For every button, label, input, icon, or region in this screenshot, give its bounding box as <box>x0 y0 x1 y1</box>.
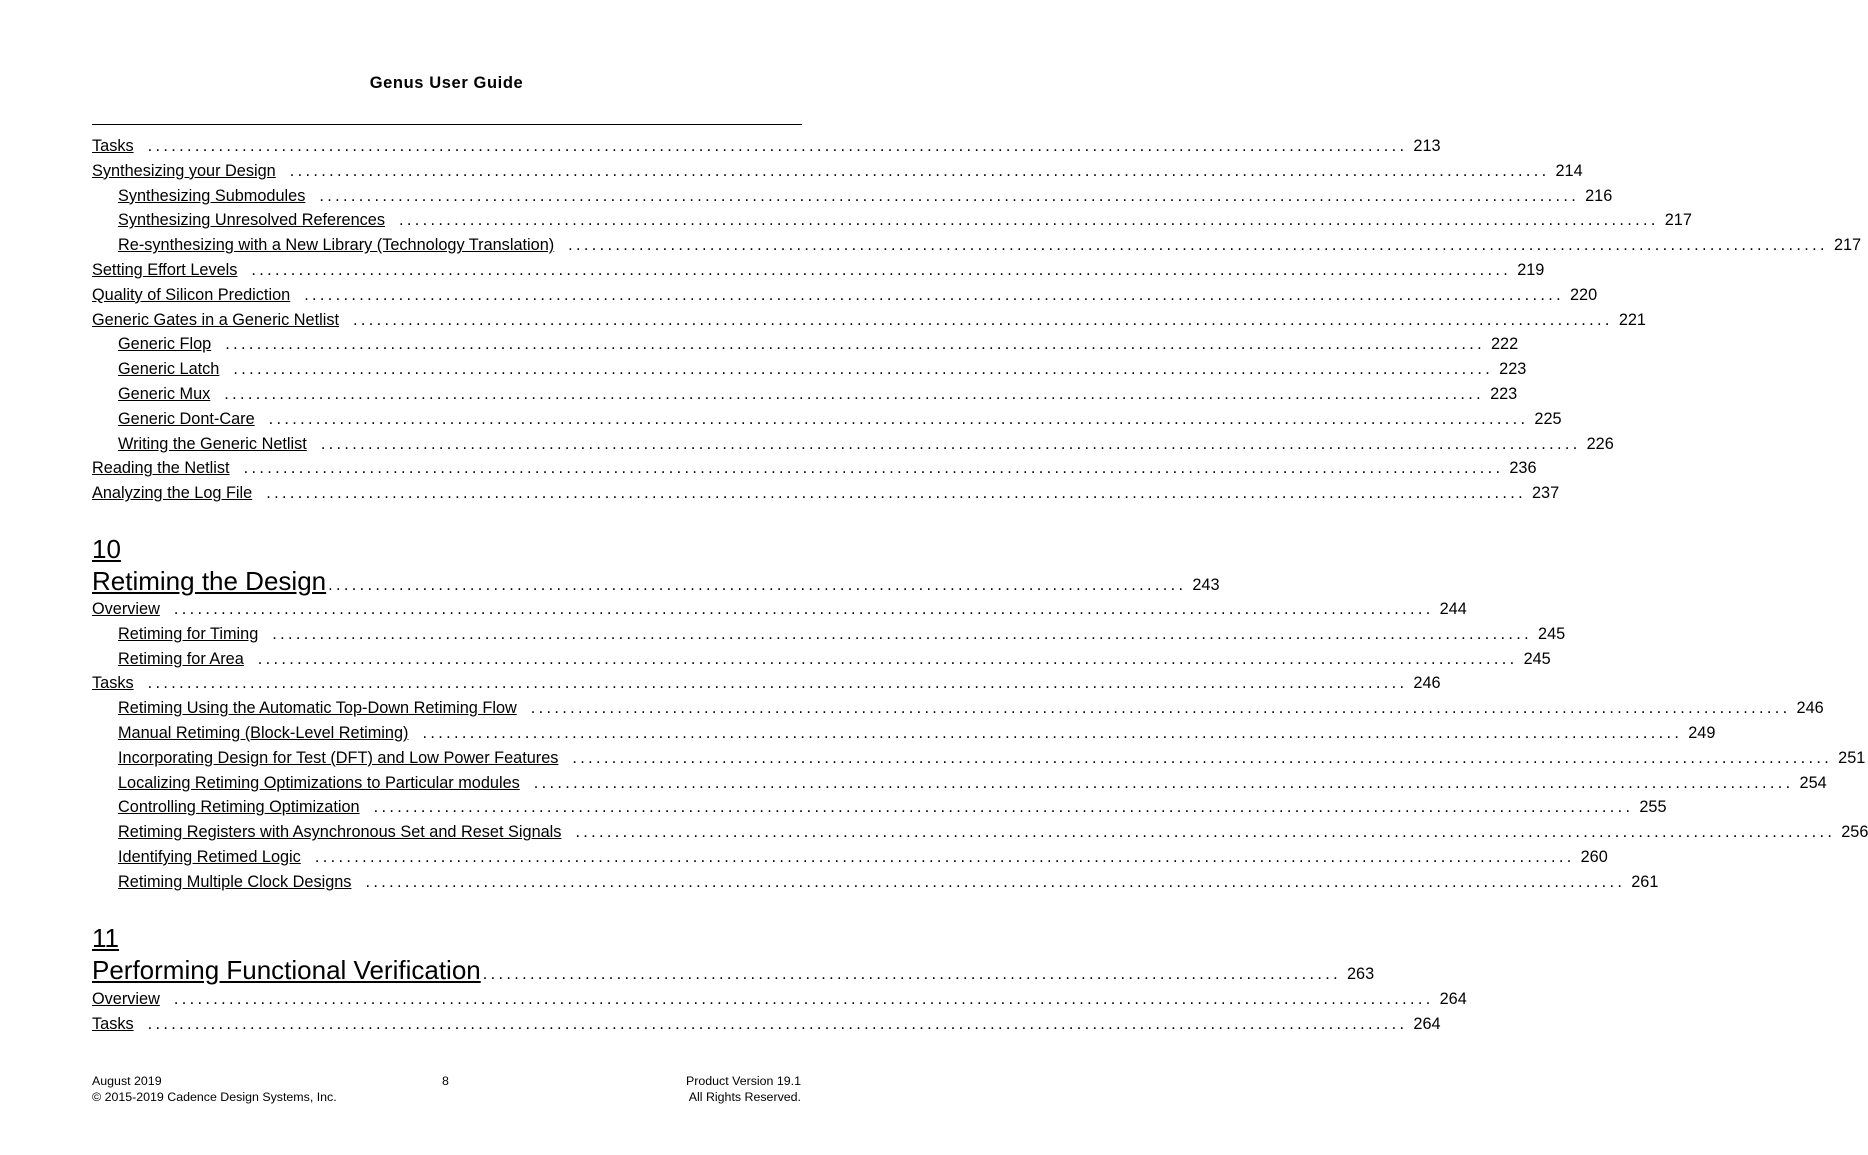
dot-leader: ................................................................................................................................................................ <box>373 798 1634 817</box>
toc-entry[interactable] <box>92 624 1566 650</box>
toc-page-number: 220 <box>1569 285 1598 304</box>
toc-entry[interactable] <box>92 409 1562 435</box>
dot-leader: ................................................................................................................................................................ <box>173 600 1434 618</box>
toc-entry-link[interactable]: Synthesizing Submodules <box>118 186 306 205</box>
header-divider <box>92 124 802 125</box>
toc-page-number: 264 <box>1439 990 1467 1008</box>
dot-leader: ................................................................................................................................................................ <box>572 748 1833 767</box>
toc-entry[interactable] <box>92 1014 1441 1040</box>
toc-page-number: 236 <box>1509 459 1537 478</box>
toc-page-number: 260 <box>1580 847 1608 866</box>
dot-leader: ................................................................................................................................................................ <box>422 723 1683 742</box>
chapter-10-heading[interactable] <box>92 532 1220 598</box>
toc-entry[interactable] <box>92 137 1441 162</box>
dot-leader: ............................................................................................................. <box>328 576 1187 594</box>
toc-page-number: 226 <box>1586 434 1614 453</box>
toc-entry-link[interactable]: Overview <box>92 600 160 618</box>
dot-leader: ................................................................................................................................................................ <box>575 823 1836 842</box>
toc-entry-link[interactable]: Generic Mux <box>118 384 211 403</box>
toc-entry[interactable] <box>92 384 1518 410</box>
dot-leader: ................................................................................................................................................................ <box>233 360 1494 379</box>
dot-leader: ............................................................................................................. <box>482 965 1341 983</box>
toc-entry[interactable] <box>92 773 1827 799</box>
toc-entry-link[interactable]: Controlling Retiming Optimization <box>118 798 360 817</box>
toc-page-number: 261 <box>1631 872 1659 891</box>
chapter-page-number: 263 <box>1346 965 1375 983</box>
running-header-title: Genus User Guide <box>369 74 524 92</box>
footer-date: August 2019 <box>92 1074 162 1088</box>
toc-entry-link[interactable]: Synthesizing Unresolved References <box>118 211 385 230</box>
toc-entry-link[interactable]: Retiming for Area <box>118 649 244 668</box>
dot-leader: ................................................................................................................................................................ <box>320 434 1581 453</box>
toc-page-number: 225 <box>1534 409 1562 428</box>
dot-leader: ................................................................................................................................................................ <box>568 236 1828 255</box>
footer-rights: All Rights Reserved. <box>688 1090 801 1104</box>
toc-entry[interactable] <box>92 847 1608 873</box>
toc-entry[interactable] <box>92 872 1659 898</box>
toc-entry[interactable] <box>92 285 1598 311</box>
toc-entry[interactable] <box>92 459 1537 484</box>
toc-section-a <box>92 137 1862 509</box>
toc-entry-link[interactable]: Manual Retiming (Block-Level Retiming) <box>118 723 409 742</box>
dot-leader: ................................................................................................................................................................ <box>319 186 1580 205</box>
toc-entry-link[interactable]: Incorporating Design for Test (DFT) and Low Power Features <box>118 748 559 767</box>
toc-entry[interactable] <box>92 600 1467 625</box>
toc-entry[interactable] <box>92 649 1551 675</box>
footer-copyright: © 2015-2019 Cadence Design Systems, Inc. <box>92 1090 337 1104</box>
dot-leader: ................................................................................................................................................................ <box>304 285 1564 304</box>
dot-leader: ................................................................................................................................................................ <box>243 459 1504 478</box>
toc-entry[interactable] <box>92 260 1545 286</box>
toc-section-b <box>92 600 1868 898</box>
toc-entry-link[interactable]: Localizing Retiming Optimizations to Particular modules <box>118 773 520 792</box>
toc-entry[interactable] <box>92 798 1667 823</box>
dot-leader: ................................................................................................................................................................ <box>398 211 1659 230</box>
toc-entry-link[interactable]: Retiming Multiple Clock Designs <box>118 872 352 891</box>
toc-page-number: 216 <box>1585 186 1613 205</box>
toc-entry-link[interactable]: Retiming Registers with Asynchronous Set and Reset Signals <box>118 823 562 842</box>
dot-leader: ................................................................................................................................................................ <box>173 990 1434 1008</box>
footer-page-number: 8 <box>442 1074 449 1088</box>
toc-entry-link[interactable]: Retiming for Timing <box>118 624 259 643</box>
toc-entry-link[interactable]: Quality of Silicon Prediction <box>92 285 291 304</box>
toc-page-number: 219 <box>1517 260 1545 279</box>
toc-page-number: 223 <box>1490 384 1518 403</box>
toc-page-number: 214 <box>1555 161 1583 180</box>
dot-leader: ................................................................................................................................................................ <box>365 872 1626 891</box>
toc-entry-link[interactable]: Reading the Netlist <box>92 459 230 478</box>
toc-entry[interactable] <box>92 723 1716 749</box>
dot-leader: ................................................................................................................................................................ <box>272 624 1533 643</box>
chapter-page-number: 243 <box>1192 576 1220 594</box>
toc-entry-link[interactable]: Overview <box>92 990 160 1008</box>
toc-page-number: 246 <box>1796 699 1824 718</box>
toc-entry[interactable] <box>92 360 1527 385</box>
toc-page-number: 245 <box>1523 649 1551 668</box>
dot-leader: ................................................................................................................................................................ <box>533 773 1794 792</box>
toc-entry-link[interactable]: Generic Latch <box>118 360 220 379</box>
dot-leader: ................................................................................................................................................................ <box>314 847 1575 866</box>
toc-entry-link[interactable]: Generic Dont-Care <box>118 409 255 428</box>
toc-page-number: 217 <box>1833 236 1862 255</box>
toc-entry[interactable] <box>92 484 1560 509</box>
dot-leader: ................................................................................................................................................................ <box>251 260 1512 279</box>
chapter-number[interactable]: 11 <box>92 923 119 953</box>
dot-leader: ................................................................................................................................................................ <box>147 137 1408 155</box>
toc-entry[interactable] <box>92 434 1614 460</box>
toc-page-number: 246 <box>1413 674 1441 693</box>
toc-entry-link[interactable]: Writing the Generic Netlist <box>118 434 307 453</box>
toc-entry[interactable] <box>92 674 1441 699</box>
toc-entry-link[interactable]: Synthesizing your Design <box>92 161 276 180</box>
dot-leader: ................................................................................................................................................................ <box>257 649 1518 668</box>
toc-section-c <box>92 990 1467 1040</box>
chapter-number[interactable]: 10 <box>92 534 121 564</box>
toc-entry[interactable] <box>92 161 1583 187</box>
toc-page-number: 221 <box>1618 310 1646 329</box>
toc-entry[interactable] <box>92 699 1824 724</box>
dot-leader: ................................................................................................................................................................ <box>147 1014 1408 1033</box>
footer-product-version: Product Version 19.1 <box>685 1074 801 1088</box>
toc-page-number: 244 <box>1439 600 1467 618</box>
toc-entry-link[interactable]: Generic Gates in a Generic Netlist <box>92 310 340 329</box>
toc-page-number: 237 <box>1531 484 1560 503</box>
dot-leader: ................................................................................................................................................................ <box>289 161 1550 180</box>
dot-leader: ................................................................................................................................................................ <box>530 699 1791 718</box>
dot-leader: ................................................................................................................................................................ <box>353 310 1613 329</box>
toc-page-number: 213 <box>1413 137 1441 155</box>
toc-entry[interactable] <box>92 823 1868 848</box>
toc-entry-link[interactable]: Tasks <box>92 137 134 155</box>
toc-entry[interactable] <box>92 186 1613 212</box>
toc-entry-link[interactable]: Setting Effort Levels <box>92 260 238 279</box>
toc-entry[interactable] <box>92 990 1467 1015</box>
toc-page-number: 223 <box>1499 360 1527 379</box>
toc-entry-link[interactable]: Retiming Using the Automatic Top-Down Retiming Flow <box>118 699 517 718</box>
dot-leader: ................................................................................................................................................................ <box>224 384 1485 403</box>
toc-entry-link[interactable]: Analyzing the Log File <box>92 484 253 503</box>
toc-page-number: 217 <box>1664 211 1692 230</box>
toc-entry[interactable] <box>92 310 1646 336</box>
toc-page-number: 264 <box>1413 1014 1441 1033</box>
toc-page-number: 222 <box>1490 335 1519 354</box>
toc-page-number: 249 <box>1688 723 1716 742</box>
toc-entry-link[interactable]: Generic Flop <box>118 335 212 354</box>
dot-leader: ................................................................................................................................................................ <box>268 409 1529 428</box>
toc-page-number: 245 <box>1538 624 1566 643</box>
toc-page-number: 255 <box>1639 798 1667 817</box>
toc-entry-link[interactable]: Tasks <box>92 1014 134 1033</box>
toc-page-number: 254 <box>1799 773 1827 792</box>
toc-entry-link[interactable]: Identifying Retimed Logic <box>118 847 301 866</box>
dot-leader: ................................................................................................................................................................ <box>266 484 1526 503</box>
toc-entry[interactable] <box>92 335 1519 360</box>
toc-entry-link[interactable]: Tasks <box>92 674 134 693</box>
toc-entry[interactable] <box>92 211 1692 236</box>
chapter-title[interactable]: Performing Functional Verification <box>92 955 481 985</box>
dot-leader: ................................................................................................................................................................ <box>225 335 1485 354</box>
toc-entry[interactable] <box>92 236 1862 261</box>
toc-entry[interactable] <box>92 748 1866 774</box>
chapter-title[interactable]: Retiming the Design <box>92 566 327 596</box>
chapter-11-heading[interactable] <box>92 921 1375 987</box>
toc-page-number: 256 <box>1841 823 1868 842</box>
toc-page-number: 251 <box>1838 748 1866 767</box>
toc-entry-link[interactable]: Re-synthesizing with a New Library (Technology Translation) <box>118 236 555 255</box>
dot-leader: ................................................................................................................................................................ <box>147 674 1408 693</box>
